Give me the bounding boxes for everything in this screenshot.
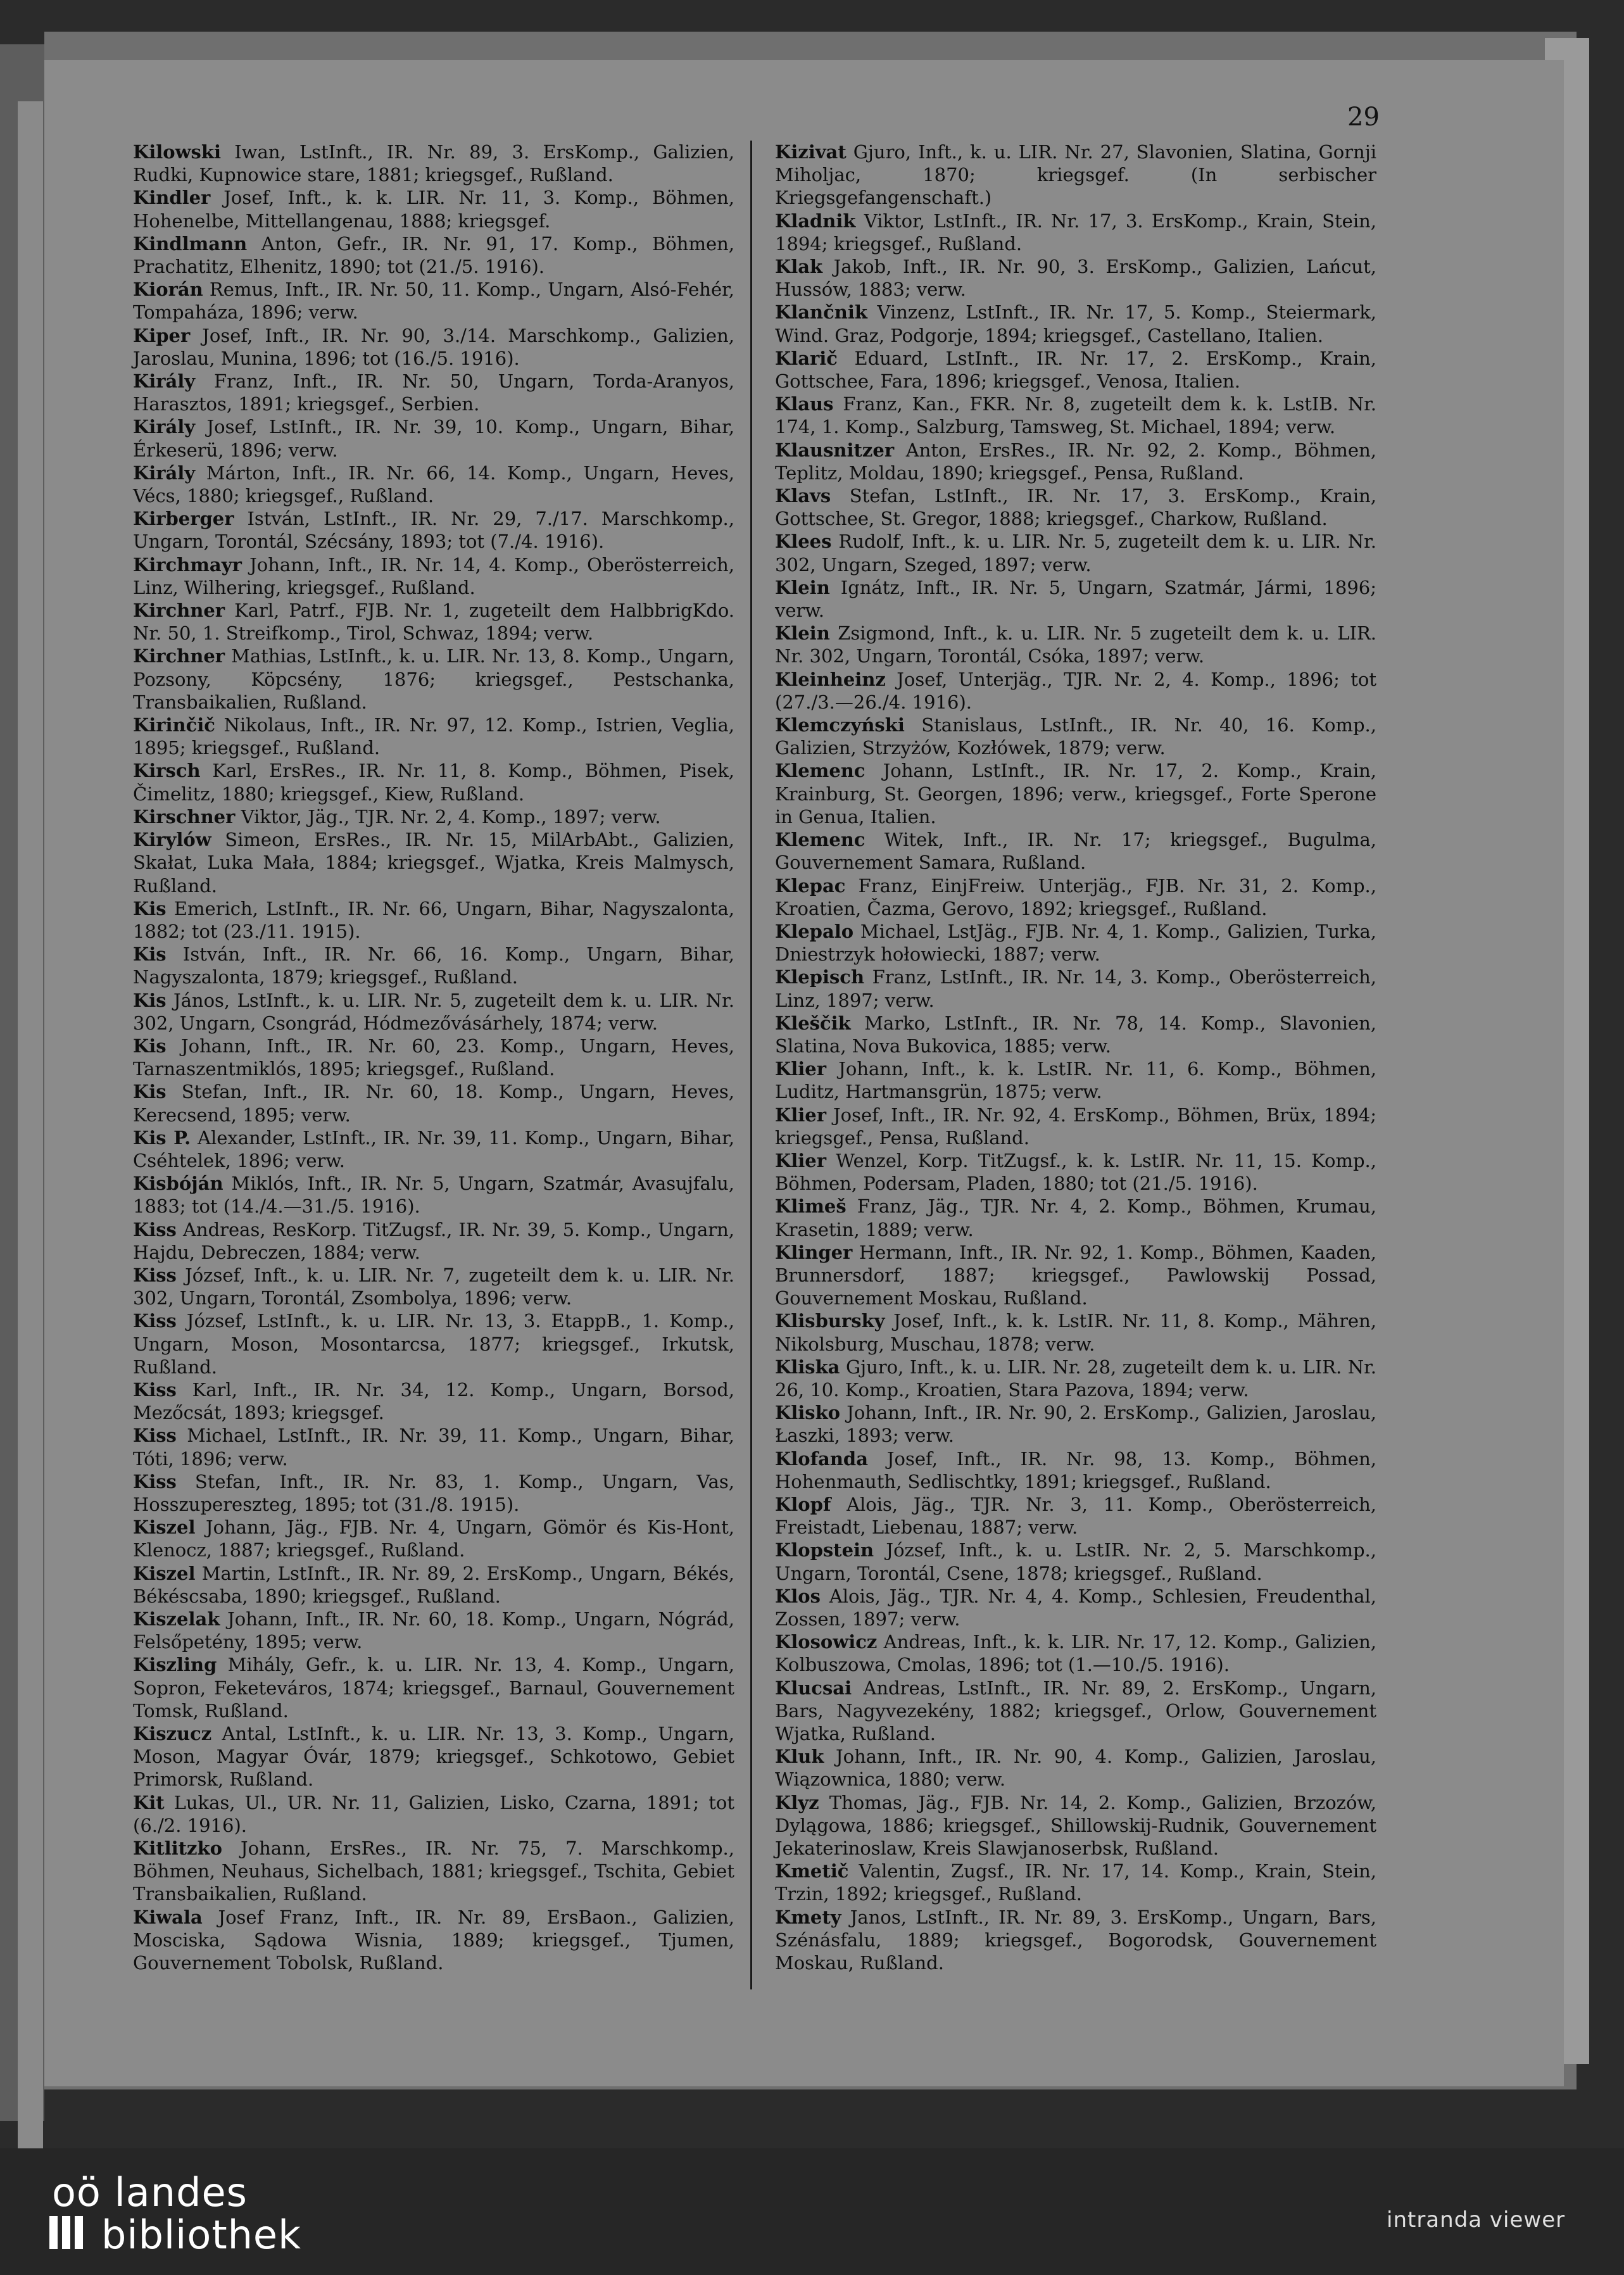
register-entry: [133, 828, 734, 897]
register-entry: [133, 759, 734, 805]
entry-details: Johann, Inft., IR. Nr. 90, 2. ErsKomp., Galizien, Jaroslau, Łaszki, 1893; verw.: [775, 1402, 1376, 1447]
entry-details: Wenzel, Korp. TitZugsf., k. k. LstIR. Nr. 11, 15. Komp., Böhmen, Podersam, Pladen, 1880; tot (21./5. 1916).: [775, 1149, 1376, 1195]
entry-details: Josef, Inft., IR. Nr. 92, 4. ErsKomp., Böhmen, Brüx, 1894; kriegsgef., Pensa, Rußland.: [775, 1104, 1376, 1149]
entry-details: Johann, Inft., IR. Nr. 60, 18. Komp., Ungarn, Nógrád, Felsőpetény, 1895; verw.: [133, 1608, 734, 1653]
register-entry: [775, 484, 1376, 530]
entry-details: Eduard, LstInft., IR. Nr. 17, 2. ErsKomp., Krain, Gottschee, Fara, 1896; kriegsgef., Venosa, Italien.: [775, 347, 1376, 393]
entry-details: Stefan, Inft., IR. Nr. 83, 1. Komp., Ungarn, Vas, Hosszupereszteg, 1895; tot (31./8. 1915).: [133, 1470, 734, 1515]
entry-details: Johann, Inft., k. k. LstIR. Nr. 11, 6. Komp., Böhmen, Luditz, Hartmansgrün, 1875; verw.: [775, 1058, 1376, 1103]
entry-surname: Kit: [133, 1791, 165, 1813]
entry-surname: Király: [133, 416, 196, 438]
entry-details: József, LstInft., k. u. LIR. Nr. 13, 3. EtappB., 1. Komp., Ungarn, Moson, Mosontarcsa, 1877; kriegsgef., Irkutsk, Rußland.: [133, 1310, 734, 1378]
register-entry: [775, 393, 1376, 438]
entry-details: Alois, Jäg., TJR. Nr. 3, 11. Komp., Oberösterreich, Freistadt, Liebenau, 1887; verw.: [775, 1493, 1376, 1539]
entry-details: Josef, Inft., IR. Nr. 90, 3./14. Marschkomp., Galizien, Jaroslau, Munina, 1896; tot (16./5. 1916).: [133, 324, 734, 369]
register-entry: [775, 1012, 1376, 1057]
entry-details: Josef, Inft., k. k. LstIR. Nr. 11, 8. Komp., Mähren, Nikolsburg, Muschau, 1878; verw.: [775, 1310, 1376, 1355]
register-entry: [775, 1057, 1376, 1103]
register-entry: [133, 324, 734, 370]
entry-details: Hermann, Inft., IR. Nr. 92, 1. Komp., Böhmen, Kaaden, Brunnersdorf, 1887; kriegsgef., Pawlowskij Possad, Gouvernement Moskau, Rußland.: [775, 1241, 1376, 1309]
entry-surname: Kirchner: [133, 600, 225, 622]
entry-surname: Klopstein: [775, 1539, 874, 1561]
entry-details: Johann, Inft., IR. Nr. 90, 4. Komp., Galizien, Jaroslau, Wiązownica, 1880; verw.: [775, 1746, 1376, 1791]
entry-details: Karl, Patrf., FJB. Nr. 1, zugeteilt dem HalbbrigKdo. Nr. 50, 1. Streifkomp., Tirol, Schwaz, 1894; verw.: [133, 600, 734, 645]
entry-surname: Klier: [775, 1149, 826, 1171]
register-entry: [775, 1241, 1376, 1310]
register-entry: [775, 1860, 1376, 1905]
entry-details: István, Inft., IR. Nr. 66, 16. Komp., Ungarn, Bihar, Nagyszalonta, 1879; kriegsgef., Rußland.: [133, 943, 734, 988]
entry-details: Valentin, Zugsf., IR. Nr. 17, 14. Komp., Krain, Stein, Trzin, 1892; kriegsgef., Rußland.: [775, 1860, 1376, 1905]
entry-details: Ignátz, Inft., IR. Nr. 5, Ungarn, Szatmár, Jármi, 1896; verw.: [775, 576, 1376, 622]
entry-details: Viktor, Jäg., TJR. Nr. 2, 4. Komp., 1897; verw.: [235, 805, 661, 828]
register-entry: [133, 415, 734, 461]
register-entry: [775, 920, 1376, 966]
register-entry: [133, 141, 734, 186]
entry-surname: Klosowicz: [775, 1631, 878, 1653]
column-divider: [750, 141, 752, 1989]
entry-details: Alois, Jäg., TJR. Nr. 4, 4. Komp., Schlesien, Freudenthal, Zossen, 1897; verw.: [775, 1585, 1376, 1630]
viewer-brand[interactable]: intranda viewer: [1387, 2207, 1566, 2233]
entry-surname: Kizivat: [775, 141, 847, 163]
register-entry: [775, 1630, 1376, 1676]
entry-details: Mathias, LstInft., k. u. LIR. Nr. 13, 8. Komp., Ungarn, Pozsony, Köpcsény, 1876; kriegsgef., Pestschanka, Transbaikalien, Rußland.: [133, 645, 734, 713]
entry-details: Witek, Inft., IR. Nr. 17; kriegsgef., Bugulma, Gouvernement Samara, Rußland.: [775, 829, 1376, 874]
register-entry: [775, 1104, 1376, 1149]
register-entry: [775, 1356, 1376, 1401]
register-entry: [133, 507, 734, 553]
entry-details: József, Inft., k. u. LIR. Nr. 7, zugeteilt dem k. u. LIR. Nr. 302, Ungarn, Torontál, Zsombolya, 1896; verw.: [133, 1264, 734, 1309]
register-entry: [133, 897, 734, 943]
entry-details: Johann, Inft., IR. Nr. 14, 4. Komp., Oberösterreich, Linz, Wilhering, kriegsgef., Rußland.: [133, 553, 734, 598]
register-entry: [775, 576, 1376, 622]
register-entry: [775, 1906, 1376, 1975]
register-entry: [775, 1309, 1376, 1355]
entry-details: Janos, LstInft., IR. Nr. 89, 3. ErsKomp., Ungarn, Bars, Szénásfalu, 1889; kriegsgef., Bogorodsk, Gouvernement Moskau, Rußland.: [775, 1906, 1376, 1974]
entry-surname: Kiss: [133, 1264, 177, 1286]
register-entry: [133, 1516, 734, 1561]
entry-details: Antal, LstInft., k. u. LIR. Nr. 13, 3. Komp., Ungarn, Moson, Magyar Óvár, 1879; kriegsgef., Schkotowo, Gebiet Primorsk, Rußland.: [133, 1723, 734, 1791]
register-entry: [133, 943, 734, 988]
register-entry: [133, 599, 734, 645]
register-entry: [133, 1035, 734, 1080]
entry-surname: Klepac: [775, 874, 846, 897]
entry-surname: Kirberger: [133, 508, 234, 530]
entry-details: Zsigmond, Inft., k. u. LIR. Nr. 5 zugeteilt dem k. u. LIR. Nr. 302, Ungarn, Torontál, Csóka, 1897; verw.: [775, 622, 1376, 667]
register-entry: [775, 1791, 1376, 1860]
book-spine: [0, 44, 44, 2121]
entry-details: Anton, Gefr., IR. Nr. 91, 17. Komp., Böhmen, Prachatitz, Elhenitz, 1890; tot (21./5. 1916).: [133, 232, 734, 278]
entry-details: Iwan, LstInft., IR. Nr. 89, 3. ErsKomp., Galizien, Rudki, Kupnowice stare, 1881; kriegsgef., Rußland.: [133, 141, 734, 186]
register-entry: [775, 210, 1376, 255]
entry-surname: Klucsai: [775, 1677, 852, 1699]
register-entry: [775, 966, 1376, 1011]
register-entry: [133, 1264, 734, 1309]
entry-surname: Kiss: [133, 1218, 177, 1240]
entry-surname: Kiszucz: [133, 1723, 212, 1745]
register-entry: [775, 439, 1376, 484]
register-entry: [133, 1080, 734, 1126]
entry-details: Thomas, Jäg., FJB. Nr. 14, 2. Komp., Galizien, Brzozów, Dylągowa, 1886; kriegsgef., Shillowskij-Rudnik, Gouvernement Jekaterinoslaw, Kreis Slawjanoserbsk, Rußland.: [775, 1791, 1376, 1860]
entry-details: Franz, Jäg., TJR. Nr. 4, 2. Komp., Böhmen, Krumau, Krasetin, 1889; verw.: [775, 1195, 1376, 1240]
register-entry: [775, 255, 1376, 301]
register-entry: [133, 370, 734, 415]
register-entry: [133, 1172, 734, 1218]
entry-surname: Kirschner: [133, 805, 236, 828]
register-entry: [775, 759, 1376, 828]
library-logo-line2[interactable]: bibliothek: [101, 2212, 301, 2258]
entry-details: Miklós, Inft., IR. Nr. 5, Ungarn, Szatmár, Avasujfalu, 1883; tot (14./4.—31./5. 1916).: [133, 1173, 734, 1218]
register-entry: [775, 1401, 1376, 1447]
entry-details: Johann, Jäg., FJB. Nr. 4, Ungarn, Gömör és Kis-Hont, Klenocz, 1887; kriegsgef., Rußland.: [133, 1516, 734, 1561]
register-entry: [133, 1378, 734, 1424]
entry-details: Franz, EinjFreiw. Unterjäg., FJB. Nr. 31, 2. Komp., Kroatien, Čazma, Gerovo, 1892; kriegsgef., Rußland.: [775, 874, 1376, 919]
register-entry: [775, 1447, 1376, 1493]
entry-surname: Kmety: [775, 1906, 841, 1928]
entry-details: Viktor, LstInft., IR. Nr. 17, 3. ErsKomp., Krain, Stein, 1894; kriegsgef., Rußland.: [775, 210, 1376, 255]
register-entry: [133, 1470, 734, 1516]
register-entry: [133, 1309, 734, 1378]
entry-details: Alexander, LstInft., IR. Nr. 39, 11. Komp., Ungarn, Bihar, Cséhtelek, 1896; verw.: [133, 1126, 734, 1171]
register-entry: [775, 1149, 1376, 1195]
entry-details: István, LstInft., IR. Nr. 29, 7./17. Marschkomp., Ungarn, Torontál, Szécsány, 1893; tot (7./4. 1916).: [133, 508, 734, 553]
register-entry: [775, 714, 1376, 759]
entry-details: Anton, ErsRes., IR. Nr. 92, 2. Komp., Böhmen, Teplitz, Moldau, 1890; kriegsgef., Pensa, Rußland.: [775, 439, 1376, 484]
register-entry: [133, 1424, 734, 1470]
register-entry: [133, 1791, 734, 1837]
entry-surname: Klein: [775, 576, 830, 598]
entry-details: Stefan, Inft., IR. Nr. 60, 18. Komp., Ungarn, Heves, Kerecsend, 1895; verw.: [133, 1081, 734, 1126]
entry-surname: Klepisch: [775, 966, 865, 988]
entry-details: József, Inft., k. u. LstIR. Nr. 2, 5. Marschkomp., Ungarn, Torontál, Csene, 1878; kriegsgef., Rußland.: [775, 1539, 1376, 1584]
register-entry: [775, 1195, 1376, 1240]
entry-details: Johann, ErsRes., IR. Nr. 75, 7. Marschkomp., Böhmen, Neuhaus, Sichelbach, 1881; kriegsgef., Tschita, Gebiet Transbaikalien, Rußland.: [133, 1837, 734, 1905]
register-entry: [133, 232, 734, 278]
register-entry: [133, 645, 734, 714]
entry-surname: Klyz: [775, 1791, 819, 1813]
register-entry: [775, 622, 1376, 667]
entry-surname: Király: [133, 370, 196, 393]
register-entry: [775, 347, 1376, 393]
entry-surname: Kis: [133, 943, 167, 966]
register-entry: [133, 1837, 734, 1906]
register-entry: [775, 141, 1376, 210]
register-entry: [775, 301, 1376, 346]
entry-details: János, LstInft., k. u. LIR. Nr. 5, zugeteilt dem k. u. LIR. Nr. 302, Ungarn, Csongrád, Hódmezővásárhely, 1874; verw.: [133, 989, 734, 1034]
register-entry: [133, 989, 734, 1035]
entry-surname: Klausnitzer: [775, 439, 895, 461]
entry-surname: Kleinheinz: [775, 668, 886, 690]
entry-details: Michael, LstInft., IR. Nr. 39, 11. Komp., Ungarn, Bihar, Tóti, 1896; verw.: [133, 1425, 734, 1470]
book-spine-edge: [18, 101, 43, 2153]
entry-surname: Klepalo: [775, 920, 854, 942]
entry-details: Josef, Unterjäg., TJR. Nr. 2, 4. Komp., 1896; tot (27./3.—26./4. 1916).: [775, 668, 1376, 713]
entry-details: Johann, Inft., IR. Nr. 60, 23. Komp., Ungarn, Heves, Tarnaszentmiklós, 1895; kriegsgef., Rußland.: [133, 1035, 734, 1080]
entry-surname: Kiss: [133, 1310, 177, 1332]
register-entry: [133, 278, 734, 324]
entry-details: Martin, LstInft., IR. Nr. 89, 2. ErsKomp., Ungarn, Békés, Békéscsaba, 1890; kriegsgef., Rußland.: [133, 1562, 734, 1607]
entry-details: Franz, LstInft., IR. Nr. 14, 3. Komp., Oberösterreich, Linz, 1897; verw.: [775, 966, 1376, 1011]
entry-details: Lukas, Ul., UR. Nr. 11, Galizien, Lisko, Czarna, 1891; tot (6./2. 1916).: [133, 1791, 734, 1836]
library-logo-line1[interactable]: oö landes: [52, 2169, 248, 2215]
entry-surname: Kis: [133, 989, 167, 1011]
entry-surname: Kiszel: [133, 1562, 196, 1584]
entry-surname: Klisko: [775, 1402, 841, 1424]
register-entry: [775, 1539, 1376, 1584]
entry-details: Franz, Inft., IR. Nr. 50, Ungarn, Torda-Aranyos, Harasztos, 1891; kriegsgef., Serbien.: [133, 370, 734, 415]
register-entry: [133, 186, 734, 232]
entry-surname: Kliska: [775, 1356, 840, 1378]
entry-details: Karl, ErsRes., IR. Nr. 11, 8. Komp., Böhmen, Pisek, Čimelitz, 1880; kriegsgef., Kiew, Rußland.: [133, 760, 734, 805]
entry-surname: Kirinčič: [133, 714, 215, 736]
entry-details: Emerich, LstInft., IR. Nr. 66, Ungarn, Bihar, Nagyszalonta, 1882; tot (23./11. 1915).: [133, 897, 734, 942]
entry-surname: Kindler: [133, 187, 211, 209]
entry-details: Michael, LstJäg., FJB. Nr. 4, 1. Komp., Galizien, Turka, Dniestrzyk hołowiecki, 1887; verw.: [775, 920, 1376, 966]
register-entry: [133, 1562, 734, 1608]
entry-details: Mihály, Gefr., k. u. LIR. Nr. 13, 4. Komp., Ungarn, Sopron, Feketeváros, 1874; kriegsgef., Barnaul, Gouvernement Tomsk, Rußland.: [133, 1654, 734, 1722]
entry-surname: Klančnik: [775, 301, 867, 324]
entry-details: Gjuro, Inft., k. u. LIR. Nr. 28, zugeteilt dem k. u. LIR. Nr. 26, 10. Komp., Kroatien, Stara Pazova, 1894; verw.: [775, 1356, 1376, 1401]
entry-surname: Klees: [775, 531, 832, 553]
right-column: [775, 141, 1376, 1974]
entry-details: Jakob, Inft., IR. Nr. 90, 3. ErsKomp., Galizien, Lańcut, Hussów, 1883; verw.: [775, 256, 1376, 301]
entry-surname: Kiss: [133, 1425, 177, 1447]
entry-surname: Kirchmayr: [133, 553, 242, 576]
entry-surname: Kindlmann: [133, 232, 248, 255]
register-entry: [775, 668, 1376, 714]
register-entry: [133, 462, 734, 507]
entry-surname: Klier: [775, 1058, 826, 1080]
entry-details: Stefan, LstInft., IR. Nr. 17, 3. ErsKomp., Krain, Gottschee, St. Gregor, 1888; kriegsgef., Charkow, Rußland.: [775, 485, 1376, 530]
entry-details: Remus, Inft., IR. Nr. 50, 11. Komp., Ungarn, Alsó-Fehér, Tompaháza, 1896; verw.: [133, 279, 734, 324]
entry-details: Nikolaus, Inft., IR. Nr. 97, 12. Komp., Istrien, Veglia, 1895; kriegsgef., Rußland.: [133, 714, 734, 759]
entry-details: Márton, Inft., IR. Nr. 66, 14. Komp., Ungarn, Heves, Vécs, 1880; kriegsgef., Rußland.: [133, 462, 734, 507]
register-entry: [133, 805, 734, 828]
entry-surname: Kis: [133, 1035, 167, 1057]
entry-surname: Kis: [133, 1081, 167, 1103]
entry-surname: Klinger: [775, 1241, 853, 1263]
register-entry: [133, 1218, 734, 1264]
entry-surname: Kirchner: [133, 645, 225, 667]
entry-surname: Kiszling: [133, 1654, 217, 1676]
entry-surname: Kiss: [133, 1470, 177, 1492]
entry-details: Josef, Inft., IR. Nr. 98, 13. Komp., Böhmen, Hohenmauth, Sedlischtky, 1891; kriegsgef., Rußland.: [775, 1447, 1376, 1492]
entry-details: Gjuro, Inft., k. u. LIR. Nr. 27, Slavonien, Slatina, Gornji Miholjac, 1870; kriegsgef. (In serbischer Kriegsgefangenschaft.): [775, 141, 1376, 209]
entry-details: Josef Franz, Inft., IR. Nr. 89, ErsBaon., Galizien, Mosciska, Sądowa Wisnia, 1889; kriegsgef., Tjumen, Gouvernement Tobolsk, Rußland.: [133, 1906, 734, 1974]
register-entry: [133, 1722, 734, 1791]
register-entry: [133, 1126, 734, 1172]
register-entry: [133, 1906, 734, 1975]
entry-surname: Kis P.: [133, 1126, 191, 1149]
entry-surname: Klemenc: [775, 760, 866, 782]
entry-surname: Klak: [775, 256, 823, 278]
entry-surname: Kiper: [133, 324, 191, 346]
entry-details: Josef, Inft., k. k. LIR. Nr. 11, 3. Komp., Böhmen, Hohenelbe, Mittellangenau, 1888; kriegsgef.: [133, 187, 734, 232]
entry-surname: Klaus: [775, 393, 834, 415]
register-entry: [133, 1653, 734, 1722]
register-entry: [775, 1585, 1376, 1630]
entry-surname: Klos: [775, 1585, 821, 1607]
entry-surname: Kleščik: [775, 1012, 851, 1034]
page-number: 29: [1347, 103, 1380, 132]
entry-surname: Klein: [775, 622, 830, 645]
entry-surname: Kilowski: [133, 141, 221, 163]
entry-details: Stanislaus, LstInft., IR. Nr. 40, 16. Komp., Galizien, Strzyżów, Kozłówek, 1879; verw.: [775, 714, 1376, 759]
entry-surname: Klarič: [775, 347, 838, 369]
entry-surname: Klemenc: [775, 829, 866, 851]
entry-surname: Kiorán: [133, 279, 203, 301]
entry-surname: Kiszel: [133, 1516, 196, 1539]
entry-surname: Kiwala: [133, 1906, 203, 1928]
register-entry: [775, 530, 1376, 576]
entry-details: Franz, Kan., FKR. Nr. 8, zugeteilt dem k. k. LstIB. Nr. 174, 1. Komp., Salzburg, Tamsweg, St. Michael, 1894; verw.: [775, 393, 1376, 438]
entry-surname: Klopf: [775, 1493, 831, 1515]
entry-surname: Kmetič: [775, 1860, 849, 1882]
register-entry: [775, 1677, 1376, 1746]
entry-details: Andreas, Inft., k. k. LIR. Nr. 17, 12. Komp., Galizien, Kolbuszowa, Cmolas, 1896; tot (1.—10./5. 1916).: [775, 1631, 1376, 1676]
entry-surname: Kirsch: [133, 760, 201, 782]
register-entry: [133, 714, 734, 759]
entry-surname: Klavs: [775, 485, 831, 507]
entry-surname: Kitlitzko: [133, 1837, 222, 1860]
entry-details: Simeon, ErsRes., IR. Nr. 15, MilArbAbt., Galizien, Skałat, Luka Mała, 1884; kriegsgef., Wjatka, Kreis Malmysch, Rußland.: [133, 829, 734, 897]
entry-surname: Klemczyński: [775, 714, 905, 736]
library-logo-icon: [49, 2216, 87, 2249]
register-entry: [133, 553, 734, 599]
register-entry: [775, 874, 1376, 920]
entry-details: Rudolf, Inft., k. u. LIR. Nr. 5, zugeteilt dem k. u. LIR. Nr. 302, Ungarn, Szeged, 1897; verw.: [775, 531, 1376, 576]
entry-surname: Kisbóján: [133, 1173, 223, 1195]
entry-details: Andreas, LstInft., IR. Nr. 89, 2. ErsKomp., Ungarn, Bars, Nagyvezekény, 1882; kriegsgef., Orlow, Gouvernement Wjatka, Rußland.: [775, 1677, 1376, 1745]
entry-surname: Klimeš: [775, 1195, 847, 1218]
entry-details: Vinzenz, LstInft., IR. Nr. 17, 5. Komp., Steiermark, Wind. Graz, Podgorje, 1894; kriegsgef., Castellano, Italien.: [775, 301, 1376, 346]
entry-details: Josef, LstInft., IR. Nr. 39, 10. Komp., Ungarn, Bihar, Érkeserü, 1896; verw.: [133, 416, 734, 461]
register-entry: [775, 828, 1376, 874]
entry-surname: Klofanda: [775, 1447, 868, 1470]
entry-details: Marko, LstInft., IR. Nr. 78, 14. Komp., Slavonien, Slatina, Nova Bukovica, 1885; verw.: [775, 1012, 1376, 1057]
entry-surname: Kladnik: [775, 210, 856, 232]
entry-details: Andreas, ResKorp. TitZugsf., IR. Nr. 39, 5. Komp., Ungarn, Hajdu, Debreczen, 1884; verw.: [133, 1218, 734, 1263]
entry-surname: Kirylów: [133, 829, 211, 851]
entry-details: Johann, LstInft., IR. Nr. 17, 2. Komp., Krain, Krainburg, St. Georgen, 1896; verw., kriegsgef., Forte Sperone in Genua, Italien.: [775, 760, 1376, 828]
entry-surname: Kiszelak: [133, 1608, 220, 1630]
register-entry: [775, 1493, 1376, 1539]
entry-details: Karl, Inft., IR. Nr. 34, 12. Komp., Ungarn, Borsod, Mezőcsát, 1893; kriegsgef.: [133, 1378, 734, 1424]
register-entry: [775, 1745, 1376, 1791]
register-entry: [133, 1608, 734, 1653]
entry-surname: Klier: [775, 1104, 826, 1126]
entry-surname: Kiss: [133, 1378, 177, 1401]
entry-surname: Kis: [133, 897, 167, 919]
entry-surname: Klisbursky: [775, 1310, 885, 1332]
left-column: [133, 141, 734, 1974]
entry-surname: Kluk: [775, 1746, 824, 1768]
entry-surname: Király: [133, 462, 196, 484]
